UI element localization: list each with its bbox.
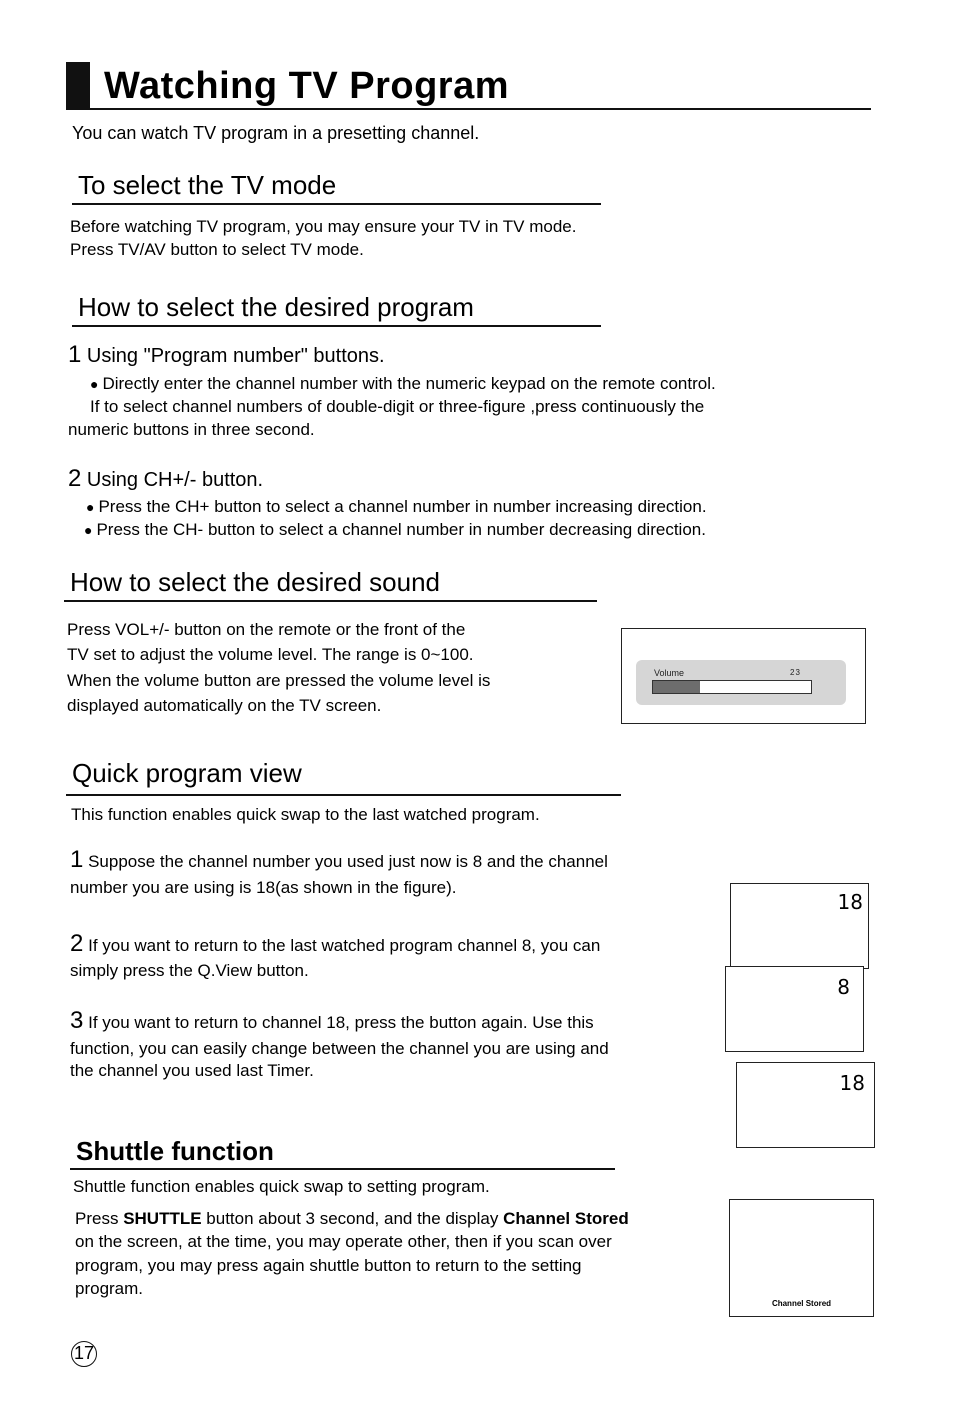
volume-value: 23 [790, 668, 801, 677]
channel-screen-1 [730, 883, 869, 969]
channel-screen-3 [736, 1062, 875, 1148]
tv-mode-line2: Press TV/AV button to select TV mode. [70, 240, 364, 259]
step2-line1-text: Press the CH+ button to select a channel number in number increasing direction. [98, 497, 707, 516]
shuttle-button-name: SHUTTLE [123, 1209, 202, 1228]
program-step1-line1 [90, 372, 716, 396]
bullet-icon: ● [84, 522, 93, 538]
step-number: 1 [68, 341, 82, 368]
shuttle-heading: Shuttle function [76, 1136, 274, 1166]
channel-stored-screen [729, 1199, 874, 1317]
program-step2-line2 [84, 518, 706, 542]
bullet-icon: ● [86, 499, 95, 515]
tv-mode-heading: To select the TV mode [78, 170, 337, 200]
shuttle-rule [70, 1168, 615, 1170]
quick-step3-line1 [70, 1009, 594, 1034]
quick-step3-text: If you want to return to channel 18, press the button again. Use this [88, 1013, 594, 1032]
shuttle-press-text: Press [75, 1209, 124, 1228]
step-number: 3 [70, 1007, 84, 1034]
sound-line2: TV set to adjust the volume level. The range is 0~100. [67, 645, 474, 664]
volume-label: Volume [654, 668, 685, 678]
quick-step2-line2: simply press the Q.View button. [70, 961, 309, 980]
channel-number: 8 [837, 975, 850, 999]
step-title: Using CH+/- button. [86, 469, 264, 491]
shuttle-line3: program, you may press again shuttle button to return to the setting [75, 1256, 582, 1275]
sound-line1: Press VOL+/- button on the remote or the front of the [67, 620, 466, 639]
quick-step3-line3: the channel you used last Timer. [70, 1061, 314, 1080]
volume-bar [652, 680, 812, 694]
volume-bar-fill [653, 681, 700, 693]
program-step2-line1 [86, 495, 707, 519]
shuttle-line1 [75, 1207, 629, 1230]
quick-view-rule [66, 794, 621, 796]
channel-screen-2 [725, 966, 864, 1052]
shuttle-line4: program. [75, 1279, 144, 1298]
sound-rule [64, 600, 597, 602]
program-step1-title [68, 342, 385, 369]
channel-number: 18 [839, 1071, 865, 1095]
quick-step2-line1 [70, 932, 600, 957]
program-step2-title [68, 466, 263, 493]
step-number: 1 [70, 846, 84, 873]
step2-line2-text: Press the CH- button to select a channel number in number decreasing direction. [96, 520, 706, 539]
intro-text: You can watch TV program in a presetting channel. [72, 123, 480, 143]
quick-step1-line1 [70, 848, 608, 873]
page-number: 17 [71, 1341, 97, 1367]
step-number: 2 [68, 465, 82, 492]
step-number: 2 [70, 930, 84, 957]
shuttle-line2: on the screen, at the time, you may operate other, then if you scan over [75, 1232, 612, 1251]
program-rule [72, 325, 601, 327]
program-step1-line3: numeric buttons in three second. [68, 420, 315, 439]
program-heading: How to select the desired program [78, 292, 474, 322]
quick-step1-line2: number you are using is 18(as shown in the figure). [70, 878, 457, 897]
program-step1-line2: If to select channel numbers of double-digit or three-figure ,press continuously the [90, 397, 705, 416]
bullet-icon: ● [90, 376, 99, 392]
quick-step2-text: If you want to return to the last watched program channel 8, you can [88, 936, 601, 955]
quick-step3-line2: function, you can easily change between the channel you are using and [70, 1039, 609, 1058]
sound-heading: How to select the desired sound [70, 567, 440, 597]
quick-view-intro: This function enables quick swap to the last watched program. [71, 805, 540, 824]
sound-line4: displayed automatically on the TV screen. [67, 696, 382, 715]
page-title: Watching TV Program [104, 65, 510, 107]
shuttle-display-name: Channel Stored [503, 1209, 629, 1228]
channel-stored-label: Channel Stored [771, 1299, 832, 1308]
step-title: Using "Program number" buttons. [86, 345, 385, 367]
quick-step1-text: Suppose the channel number you used just now is 8 and the channel [88, 852, 608, 871]
shuttle-intro: Shuttle function enables quick swap to setting program. [73, 1177, 490, 1196]
shuttle-mid-text: button about 3 second, and the display [201, 1209, 504, 1228]
tv-mode-rule [72, 203, 601, 205]
title-rule [66, 108, 871, 110]
step1-line1-text: Directly enter the channel number with the numeric keypad on the remote control. [102, 374, 716, 393]
sound-line3: When the volume button are pressed the volume level is [67, 671, 491, 690]
title-marker [66, 62, 90, 110]
tv-mode-line1: Before watching TV program, you may ensure your TV in TV mode. [70, 217, 577, 236]
quick-view-heading: Quick program view [72, 758, 302, 788]
channel-number: 18 [837, 890, 863, 914]
